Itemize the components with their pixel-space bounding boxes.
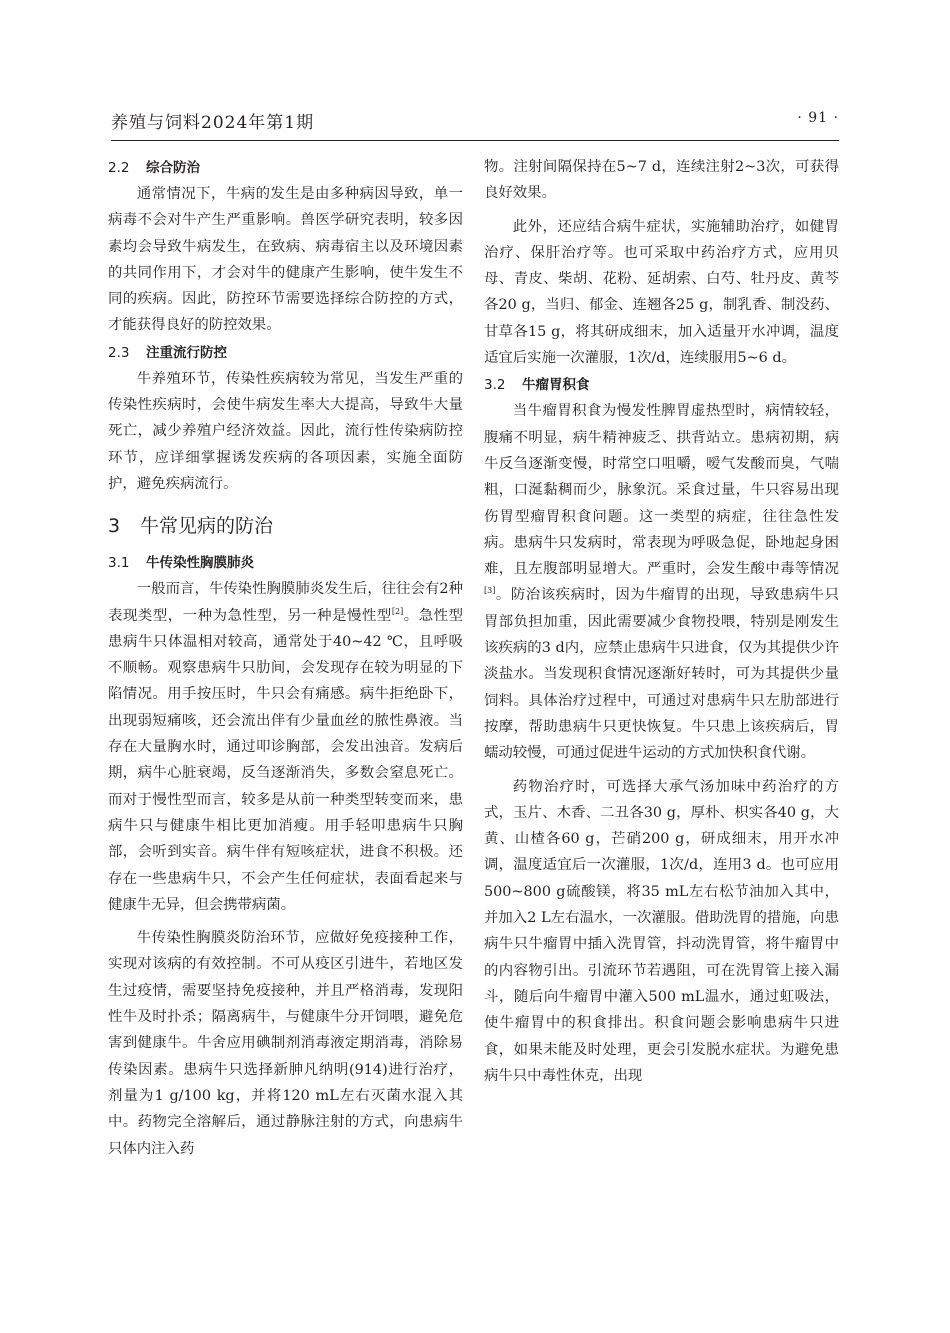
section-title: 牛瘤胃积食: [522, 377, 590, 394]
paragraph-text: 当牛瘤胃积食为慢发性脾胃虚热型时，病情较轻，腹痛不明显，病牛精神疲乏、拱背站立。患病初期，病牛反刍逐渐变慢，时常空口咀嚼，嗳气发酸而臭，气喘粗，口涎黏稠而少，脉象沉。采食过量，牛只容易出现伤胃型瘤胃积食问题。这一类型的病症，往往急性发病。患病牛只发病时，常表现为呼吸急促，卧地起身困难，且左腹部明显增大。严重时，会发生酸中毒等情况: [484, 403, 839, 578]
paragraph-text: 。防治该疾病时，因为牛瘤胃的出现，导致患病牛只胃部负担加重，因此需要减少食物投喂，特别是刚发生该疾病的3 d内，应禁止患病牛只进食，仅为其提供少许淡盐水。当发现积食情况逐渐好转时，可为其提供少量饲料。具体治疗过程中，可通过对患病牛只左肋部进行按摩，帮助患病牛只更快恢复。牛只患上该疾病后，胃蠕动较慢，可通过促进牛运动的方式加快积食代谢。: [484, 587, 839, 762]
paragraph: [108, 576, 463, 918]
section-heading-2-3: [108, 341, 463, 365]
paragraph: [484, 398, 839, 766]
left-column: [108, 154, 463, 1162]
section-heading-3-1: [108, 551, 463, 575]
section-number: 3.1: [108, 555, 130, 572]
citation-ref[interactable]: [3]: [484, 586, 496, 596]
section-number: 2.3: [108, 344, 130, 361]
paragraph-continued: 物。注射间隔保持在5~7 d，连续注射2~3次，可获得良好效果。: [484, 159, 839, 202]
running-header: [111, 106, 839, 141]
section-heading-2-2: [108, 156, 463, 180]
section-title: 牛传染性胸膜肺炎: [146, 555, 254, 572]
journal-title: 养殖与饲料2024年第1期: [111, 113, 315, 133]
section-title: 综合防治: [146, 160, 200, 176]
section-number: 3.2: [484, 377, 506, 394]
right-column: [484, 154, 839, 1089]
paragraph: 牛传染性胸膜炎防治环节，应做好免疫接种工作，实现对该病的有效控制。不可从疫区引进牛，若地区发生过疫情，需要坚持免疫接种，并且严格消毒，发现阳性牛及时扑杀；隔离病牛，与健康牛分开饲喂，避免危害到健康牛。牛舍应用碘制剂消毒液定期消毒，消除易传染因素。患病牛只选择新胂凡纳明(914)进行治疗，剂量为1 g/100 kg，并将120 mL左右灭菌水混入其中。药物完全溶解后，通过静脉注射的方式，向患病牛只体内注入药: [108, 930, 463, 1157]
paragraph: 牛养殖环节，传染性疾病较为常见，当发生严重的传染性疾病时，会使牛病发生率大大提高，导致牛大量死亡，减少养殖户经济效益。因此，流行性传染病防控环节，应详细掌握诱发疾病的各项因素，实施全面防护，避免疾病流行。: [108, 370, 463, 492]
citation-ref[interactable]: [2]: [391, 606, 404, 616]
chapter-heading-3: [108, 511, 463, 541]
section-number: 2.2: [108, 160, 130, 176]
paragraph-text: 。急性型患病牛只体温相对较高，通常处于40~42 ℃，且呼吸不顺畅。观察患病牛只肋间，会发现存在较为明显的下陷情况。用手按压时，牛只会有痛感。病牛拒绝卧下，出现弱短痛咳，还会流出伴有少量血丝的脓性鼻液。当存在大量胸水时，通过叩诊胸部，会发出浊音。发病后期，病牛心脏衰竭，反刍逐渐消失，多数会窒息死亡。而对于慢性型而言，较多是从前一种类型转变而来，患病牛只与健康牛相比更加消瘦。用手轻叩患病牛只胸部，会听到实音。病牛伴有短咳症状，进食不积极。还存在一些患病牛只，不会产生任何症状，表面看起来与健康牛无异，但会携带病菌。: [108, 607, 463, 913]
page-number: · 91 ·: [797, 110, 839, 126]
paragraph: 此外，还应结合病牛症状，实施辅助治疗，如健胃治疗、保肝治疗等。也可采取中药治疗方式，应用贝母、青皮、柴胡、花粉、延胡索、白芍、牡丹皮、黄芩各20 g，当归、郁金、连翘各25 g，制乳香、制没药、甘草各15 g，将其研成细末，加入适量开水冲调，温度适宜后实施一次灌服，1次/d，连续服用5~6 d。: [484, 218, 839, 367]
chapter-number: 3: [108, 515, 121, 538]
paragraph: 通常情况下，牛病的发生是由多种病因导致，单一病毒不会对牛产生严重影响。兽医学研究表明，较多因素均会导致牛病发生，在致病、病毒宿主以及环境因素的共同作用下，才会对牛的健康产生影响，使牛发生不同的疾病。因此，防控环节需要选择综合防控的方式，才能获得良好的防控效果。: [108, 186, 463, 334]
paragraph-text: 一般而言，牛传染性胸膜肺炎发生后，往往会有2种表现类型，一种为急性型，另一种是慢性型: [108, 581, 463, 624]
section-title: 注重流行防控: [146, 344, 227, 361]
section-heading-3-2: [484, 373, 839, 397]
chapter-title: 牛常见病的防治: [140, 515, 274, 538]
paragraph: 药物治疗时，可选择大承气汤加味中药治疗的方式，玉片、木香、二丑各30 g，厚朴、枳实各40 g，大黄、山楂各60 g，芒硝200 g，研成细末，用开水冲调，温度适宜后一次灌服，1次/d，连用3 d。也可应用500~800 g硫酸镁，将35 mL左右松节油加入其中，并加入2 L左右温水，一次灌服。借助洗胃的措施，向患病牛只牛瘤胃中插入洗胃管，抖动洗胃管，将牛瘤胃中的内容物引出。引流环节若遇阻，可在洗胃管上接入漏斗，随后向牛瘤胃中灌入500 mL温水，通过虹吸法，使牛瘤胃中的积食排出。积食问题会影响患病牛只进食，如果未能及时处理，更会引发脱水症状。为避免患病牛只中毒性休克，出现: [484, 778, 839, 1084]
